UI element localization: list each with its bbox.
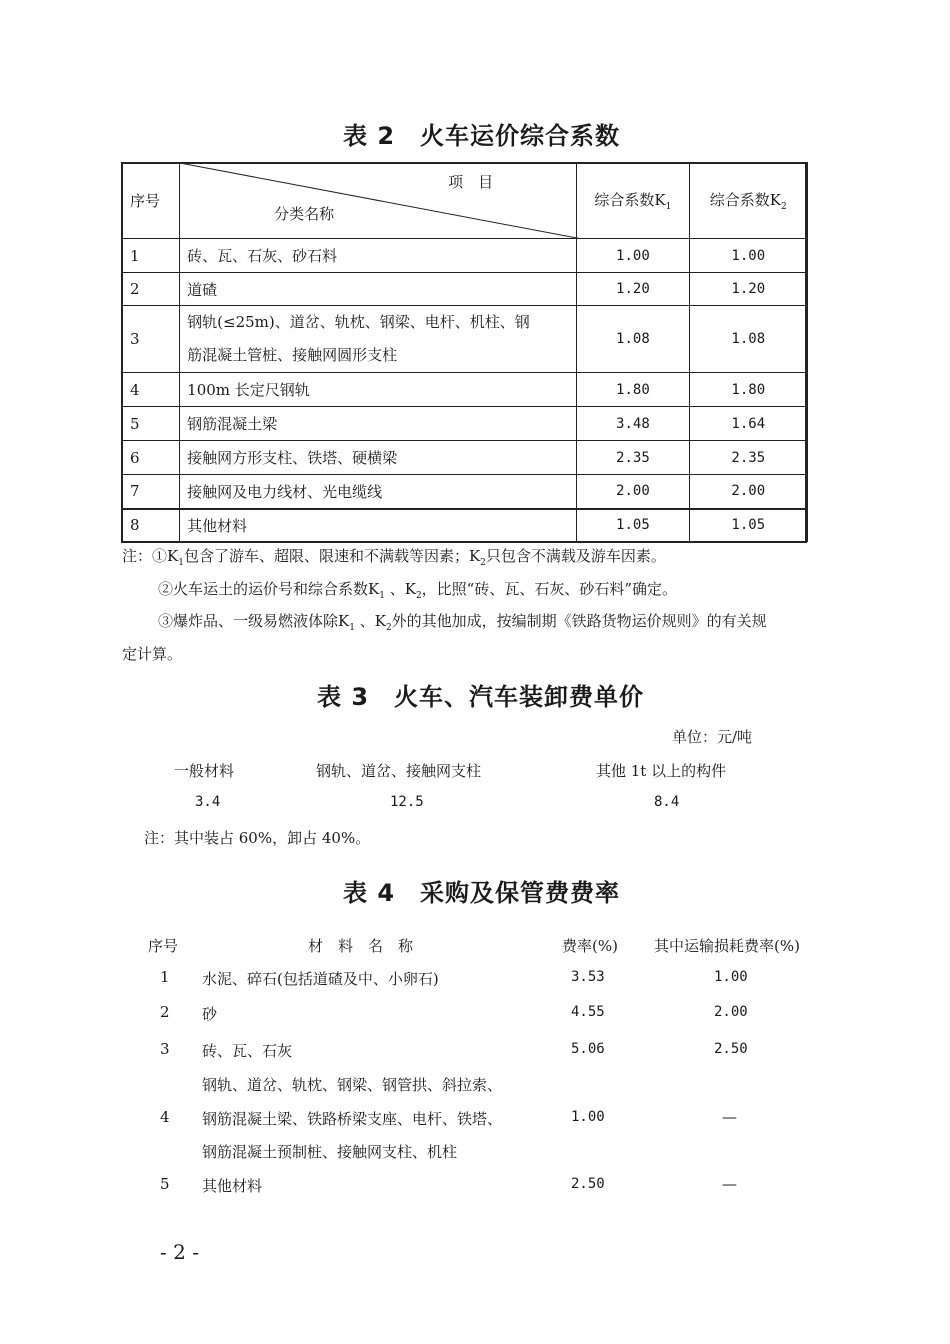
row-name: 砖、瓦、石灰、砂石料 [180, 239, 577, 273]
table3-header-general: 一般材料 [174, 762, 235, 780]
table2-header-seq: 序号 [123, 163, 180, 239]
table4-row-name-line: 钢轨、道岔、轨枕、钢梁、钢管拱、斜拉索、 [202, 1076, 503, 1094]
row-name: 接触网方形支柱、铁塔、硬横梁 [180, 441, 577, 475]
table4-row-name: 其他材料 [202, 1177, 263, 1195]
row-k1: 1.20 [577, 273, 689, 306]
table2-note-3: ③爆炸品、一级易燃液体除$K_1$ 、$K_2$外的其他加成，按编制期《铁路货物运价规则》的有关规 [158, 612, 767, 633]
table4-row-loss: — [722, 1108, 737, 1126]
table2-header-k1: 综合系数$K_1$ [577, 163, 689, 239]
table2-row [123, 273, 808, 306]
row-no: 1 [123, 239, 180, 273]
row-no: 2 [123, 273, 180, 306]
table2-row [123, 239, 808, 273]
table4-row-loss: 2.50 [714, 1041, 748, 1057]
table4-row-no: 2 [160, 1003, 170, 1021]
row-no: 7 [123, 475, 180, 509]
table2-note-3-cont: 定计算。 [122, 645, 183, 663]
table2-header-row [123, 163, 808, 239]
table4-row-name-line: 钢筋混凝土预制桩、接触网支柱、机柱 [202, 1143, 458, 1161]
row-no: 8 [123, 509, 180, 542]
table4-row-rate: 2.50 [571, 1176, 605, 1192]
table4-row-rate: 3.53 [571, 969, 605, 985]
row-k1: 2.35 [577, 441, 689, 475]
row-name: 道碴 [180, 273, 577, 306]
row-name-line: 筋混凝土管桩、接触网圆形支柱 [187, 346, 398, 364]
row-k2: 1.20 [689, 273, 807, 306]
row-name: 钢筋混凝土梁 [180, 407, 577, 441]
row-k2: 1.08 [689, 306, 807, 373]
table2-title: 表 2 火车运价综合系数 [343, 122, 621, 150]
diagonal-line [180, 163, 582, 239]
table3-header-other: 其他 1t 以上的构件 [596, 762, 727, 780]
table4-row-rate: 5.06 [571, 1041, 605, 1057]
table3-unit: 单位：元/吨 [672, 728, 753, 746]
row-k1: 1.05 [577, 509, 689, 542]
row-k1: 1.08 [577, 306, 689, 373]
table2-note-1: 注：$①K_1$包含了游车、超限、限速和不满载等因素；$K_2$只包含不满载及游车因素。 [122, 547, 666, 568]
table3-value-rail: 12.5 [390, 794, 424, 810]
table4-row-no: 5 [160, 1175, 170, 1193]
row-name: 其他材料 [180, 509, 577, 542]
row-k1: 3.48 [577, 407, 689, 441]
table4-row-no: 4 [160, 1108, 170, 1126]
table4-row-no: 3 [160, 1040, 170, 1058]
row-k2: 2.35 [689, 441, 807, 475]
table4-row-name: 砖、瓦、石灰 [202, 1042, 293, 1060]
table4-header-loss: 其中运输损耗费率(%) [654, 937, 800, 955]
table3-header-rail: 钢轨、道岔、接触网支柱 [316, 762, 482, 780]
row-name: 接触网及电力线材、光电缆线 [180, 475, 577, 509]
row-no: 3 [123, 306, 180, 373]
row-k2: 1.05 [689, 509, 807, 542]
row-no: 4 [123, 373, 180, 407]
table4-header-seq: 序号 [148, 937, 179, 955]
row-k1: 1.80 [577, 373, 689, 407]
row-k1: 1.00 [577, 239, 689, 273]
table2-row [123, 407, 808, 441]
row-no: 5 [123, 407, 180, 441]
table2-header-category: 分类名称 [274, 205, 335, 223]
table2-header-k2: 综合系数$K_2$ [689, 163, 807, 239]
table3-value-other: 8.4 [654, 794, 680, 810]
row-k2: 1.64 [689, 407, 807, 441]
table2-header-diagonal-cell [180, 163, 577, 239]
table2-row [123, 373, 808, 407]
table4-row-name-line: 钢筋混凝土梁、铁路桥梁支座、电杆、铁塔、 [202, 1110, 503, 1128]
table2 [122, 162, 808, 542]
row-name [180, 306, 577, 373]
table3-note: 注：其中装占 60%，卸占 40%。 [144, 829, 371, 847]
page-number: - 2 - [160, 1240, 199, 1264]
row-k2: 2.00 [689, 475, 807, 509]
table3-value-general: 3.4 [195, 794, 221, 810]
row-k2: 1.00 [689, 239, 807, 273]
table2-row [123, 441, 808, 475]
table4-row-loss: — [722, 1175, 737, 1193]
row-name-line: 钢轨(≤25m)、道岔、轨枕、钢梁、电杆、机柱、钢 [187, 313, 530, 331]
table2-row [123, 475, 808, 509]
table4-row-loss: 1.00 [714, 969, 748, 985]
row-k1: 2.00 [577, 475, 689, 509]
table4-row-name: 水泥、碎石(包括道碴及中、小卵石) [202, 970, 439, 988]
table4-row-rate: 4.55 [571, 1004, 605, 1020]
table4-row-name: 砂 [202, 1005, 218, 1023]
table2-header-item: 项 目 [448, 173, 494, 191]
table4-row-no: 1 [160, 968, 170, 986]
row-no: 6 [123, 441, 180, 475]
table2-row [123, 306, 808, 373]
table2-row [123, 509, 808, 542]
table2-note-2: ②火车运土的运价号和综合系数$K_1$ 、$K_2$，比照“砖、瓦、石灰、砂石料”确定。 [158, 580, 678, 601]
row-k2: 1.80 [689, 373, 807, 407]
table4-row-loss: 2.00 [714, 1004, 748, 1020]
table3-title: 表 3 火车、汽车装卸费单价 [317, 683, 645, 711]
row-name: 100m 长定尺钢轨 [180, 373, 577, 407]
table4-row-rate: 1.00 [571, 1109, 605, 1125]
table4-header-rate: 费率(%) [562, 937, 618, 955]
table4-title: 表 4 采购及保管费费率 [343, 879, 621, 907]
table4-header-name: 材 料 名 称 [308, 937, 414, 955]
